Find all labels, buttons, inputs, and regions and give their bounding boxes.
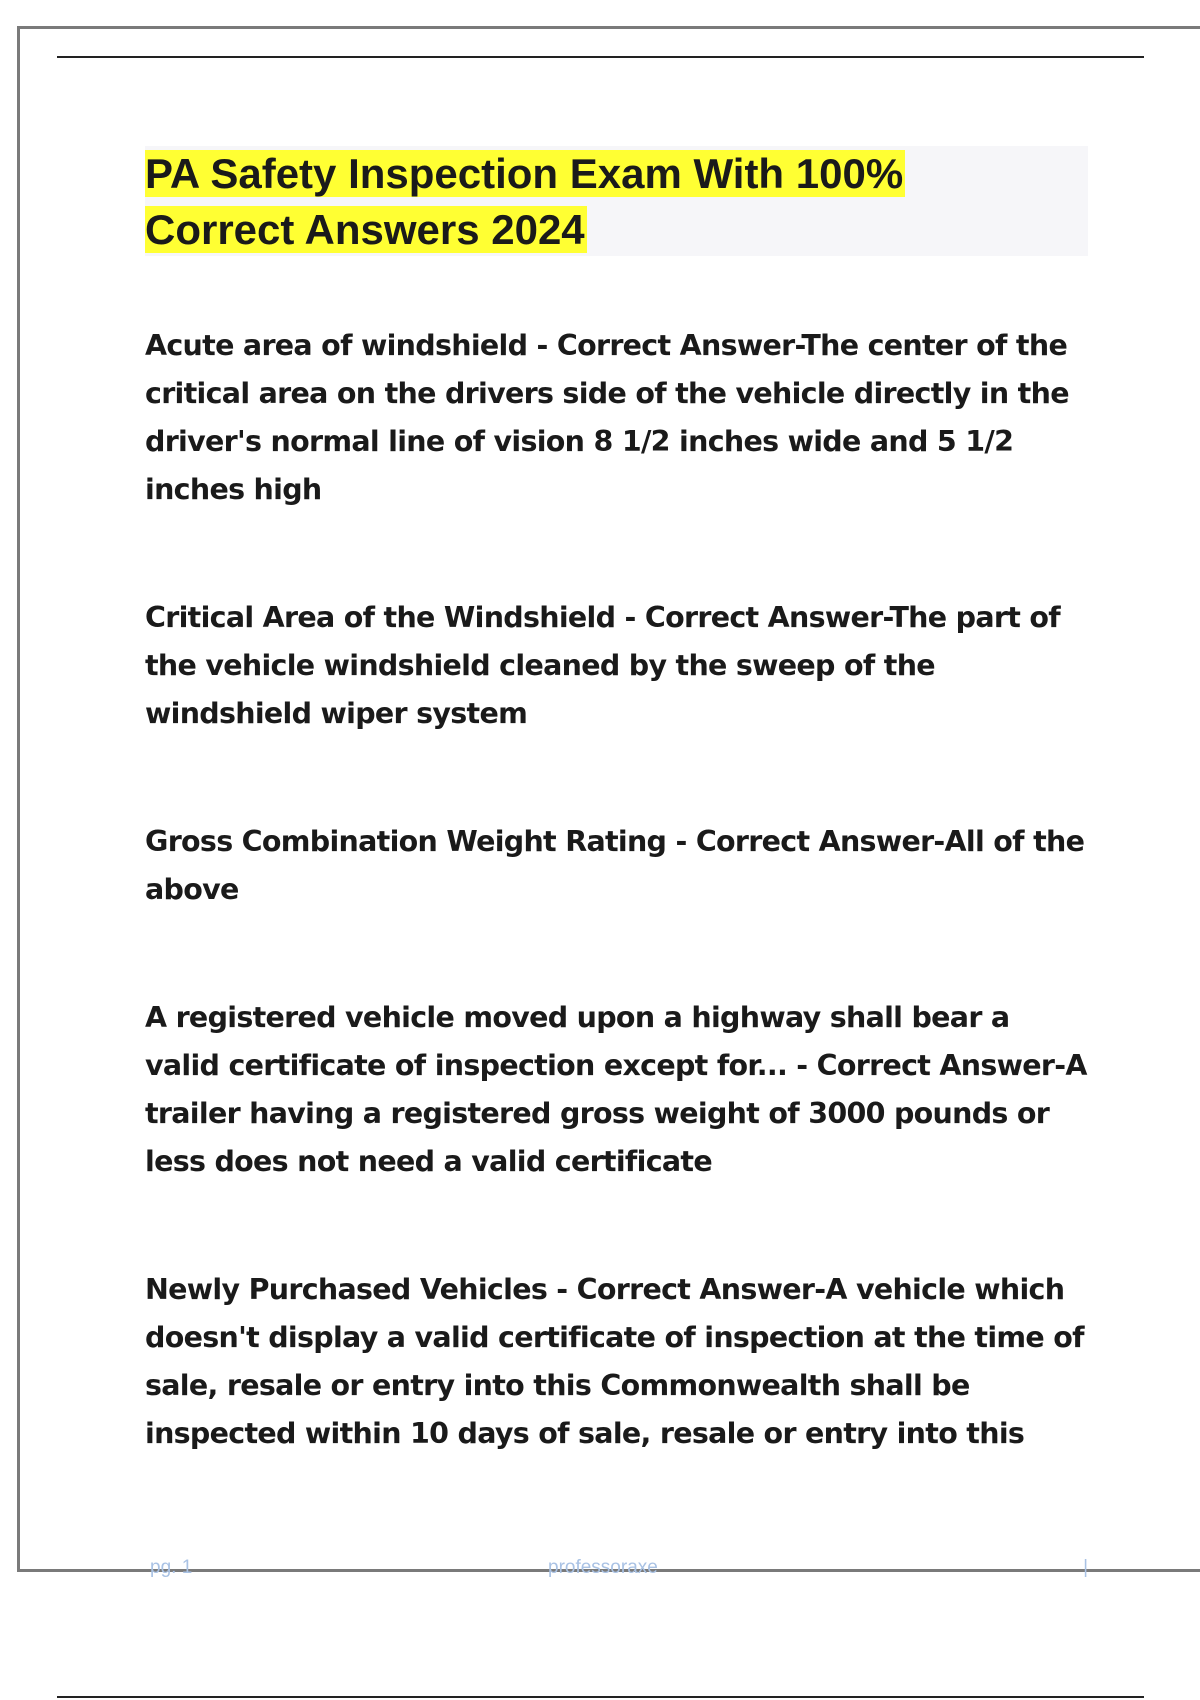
footer-separator: | [1083,1557,1088,1578]
qa-entry-acute-area: Acute area of windshield - Correct Answer-The center of the critical area on the drivers side of the vehicle directly in the driver's normal line of vision 8 1/2 inches wide and 5 1/2 inches high [145,329,1069,506]
qa-entry-newly-purchased: Newly Purchased Vehicles - Correct Answer-A vehicle which doesn't display a valid certificate of inspection at the time of sale, resale or entry into this Commonwealth shall be inspected within 10 days of sale, resale or entry into this [145,1273,1084,1450]
qa-entry-gcwr: Gross Combination Weight Rating - Correct Answer-All of the above [145,825,1085,906]
document-title [145,146,1025,258]
next-page-rule [57,1696,1144,1698]
qa-list [145,322,1090,1458]
page-footer [150,1557,1090,1587]
header-rule [57,56,1144,58]
title-block [145,146,1088,256]
qa-entry-registered-vehicle: A registered vehicle moved upon a highway shall bear a valid certificate of inspection except for... - Correct Answer-A trailer having a registered gross weight of 3000 pounds or less does not need a valid certificate [145,1001,1087,1178]
title-line-1: PA Safety Inspection Exam With 100% [145,150,904,197]
footer-page-number: pg. 1 [150,1557,193,1578]
footer-author: professoraxe [548,1557,658,1578]
qa-entry-critical-area: Critical Area of the Windshield - Correct Answer-The part of the vehicle windshield cleaned by the sweep of the windshield wiper system [145,601,1060,730]
title-line-2: Correct Answers 2024 [145,206,585,253]
